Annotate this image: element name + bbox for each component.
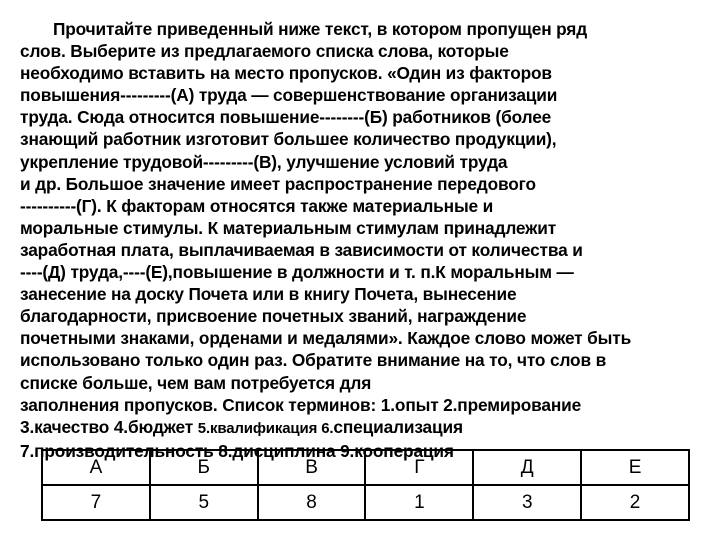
text-line-5: труда. Сюда относится повышение--------(Б) работников (более — [20, 107, 552, 128]
text-line-17: списке больше, чем вам потребуется для — [20, 372, 372, 393]
task-text — [20, 18, 710, 462]
terms-list-3a: 7.производительность — [20, 440, 214, 461]
answer-cell-d: 3 — [473, 485, 581, 520]
text-line-6: знающий работник изготовит большее количество продукции), — [20, 129, 557, 150]
text-line-2: слов. Выберите из предлагаемого списка слова, которые — [20, 41, 509, 62]
text-line-16: использовано только один раз. Обратите внимание на то, что слов в — [20, 350, 607, 371]
answer-cell-g: 1 — [365, 485, 473, 520]
text-line-13: занесение на доску Почета или в книгу Почета, вынесение — [20, 284, 517, 305]
terms-list-2a: 3.качество 4.бюджет — [20, 416, 194, 437]
text-line-4: повышения---------(А) труда — совершенствование организации — [20, 85, 558, 106]
answer-cell-b: 5 — [150, 485, 258, 520]
text-line-9: ----------(Г). К факторам относятся также материальные и — [20, 195, 494, 216]
header-cell-b: Б — [150, 450, 258, 485]
header-cell-d: Д — [473, 450, 581, 485]
text-line-10: моральные стимулы. К материальным стимулам принадлежит — [20, 217, 557, 238]
header-cell-g: Г — [365, 450, 473, 485]
terms-list-2b: 5.квалификация 6. — [197, 419, 334, 437]
answer-table — [41, 449, 690, 521]
answer-cell-v: 8 — [258, 485, 366, 520]
terms-list-2c: специализация — [333, 416, 463, 437]
text-line-1: Прочитайте приведенный ниже текст, в котором пропущен ряд — [53, 19, 588, 39]
header-cell-e: Е — [581, 450, 689, 485]
terms-line-2 — [20, 416, 710, 440]
terms-line-1 — [20, 394, 710, 416]
text-line-3: необходимо вставить на место пропусков. «Один из факторов — [20, 63, 552, 84]
terms-list-3b: 8.дисциплина 9.кооперация — [218, 440, 454, 461]
text-line-14: благодарности, присвоение почетных званий, награждение — [20, 306, 527, 327]
answer-table-value-row — [42, 485, 689, 520]
text-line-11: заработная плата, выплачиваемая в зависимости от количества и — [20, 239, 583, 260]
answer-table-header-row — [42, 450, 689, 485]
header-cell-v: В — [258, 450, 366, 485]
header-cell-a: А — [42, 450, 150, 485]
terms-list-1: 1.опыт 2.премирование — [380, 394, 582, 415]
answer-cell-e: 2 — [581, 485, 689, 520]
text-line-18: заполнения пропусков. Список терминов: — [20, 394, 377, 415]
text-line-8: и др. Большое значение имеет распространение передового — [20, 173, 536, 194]
text-line-12: ----(Д) труда,----(Е),повышение в должности и т. п.К моральным — — [20, 262, 574, 283]
text-line-15: почетными знаками, орденами и медалями». Каждое слово может быть — [20, 328, 632, 349]
answer-cell-a: 7 — [42, 485, 150, 520]
text-line-7: укрепление трудовой---------(В), улучшение условий труда — [20, 151, 508, 172]
